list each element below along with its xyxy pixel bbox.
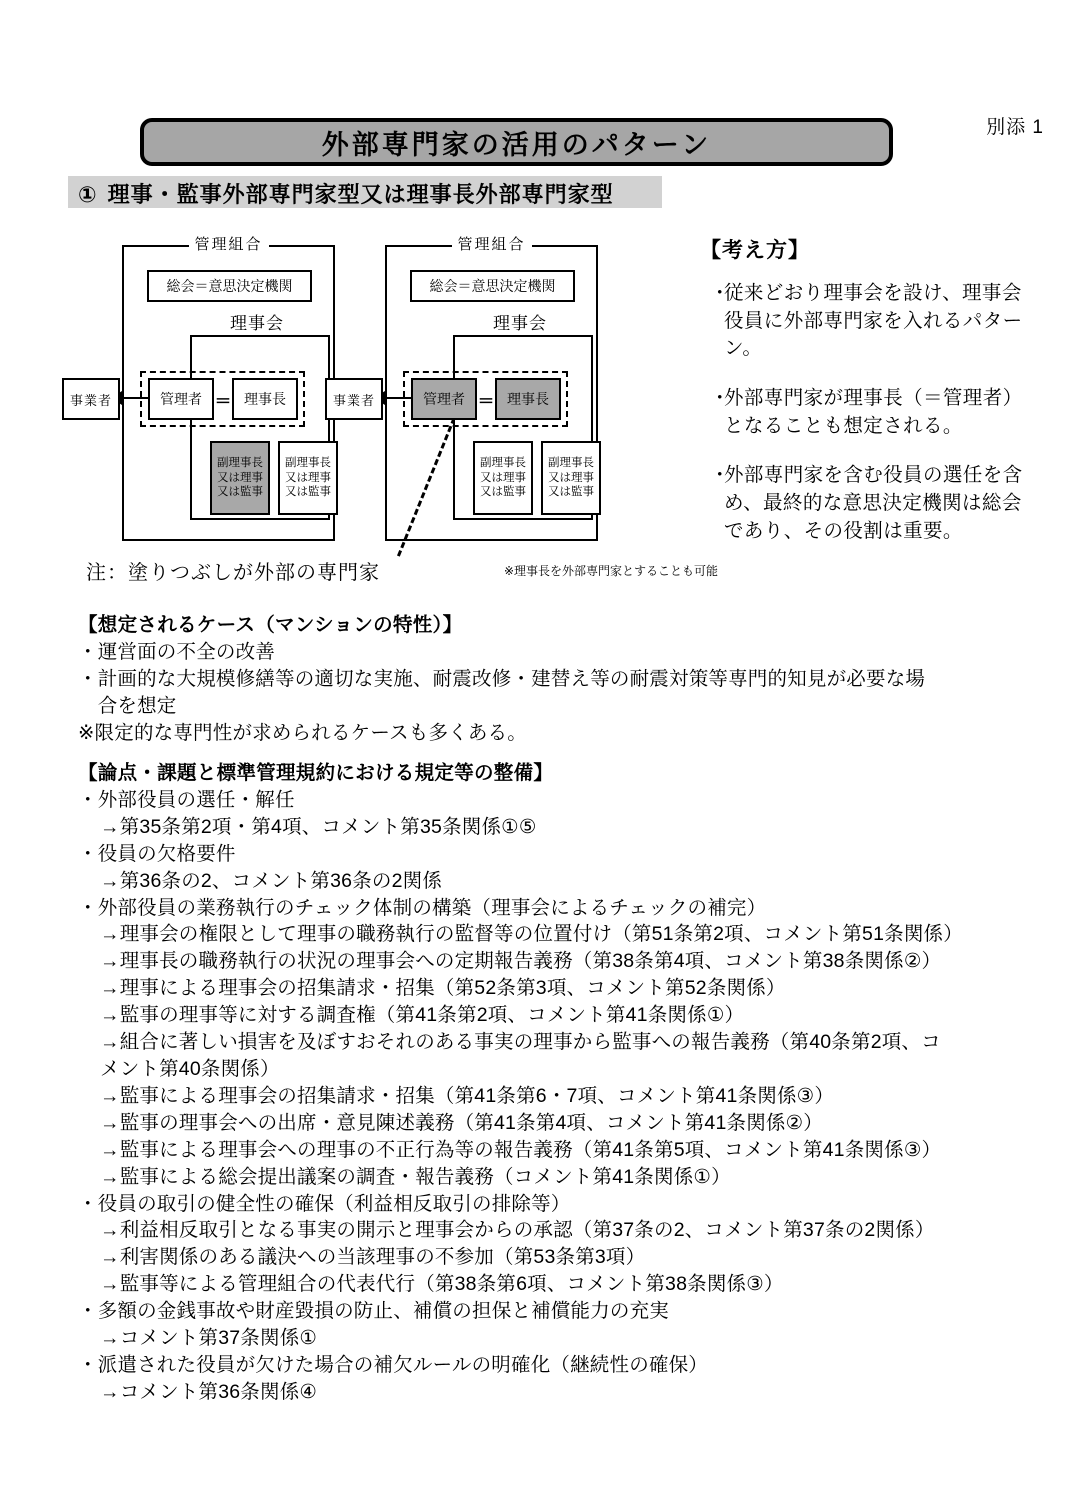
chair-box-expert: 理事長 bbox=[495, 378, 561, 420]
vice-line-1: 副理事長 bbox=[217, 457, 263, 470]
bullet-icon: ・ bbox=[710, 387, 730, 410]
issues-line: メント第40条関係） bbox=[100, 1057, 280, 1080]
section-title: 理事・監事外部専門家型又は理事長外部専門家型 bbox=[107, 182, 614, 207]
issues-line: →監事による理事会の招集請求・招集（第41条第6・7項、コメント第41条関係③） bbox=[100, 1084, 835, 1107]
issues-line: →利益相反取引となる事実の開示と理事会からの承認（第37条の2、コメント第37条の2関係） bbox=[100, 1219, 935, 1242]
issues-line: →監事による理事会への理事の不正行為等の報告義務（第41条第5項、コメント第41条関係③） bbox=[100, 1138, 942, 1161]
issues-heading: 【論点・課題と標準管理規約における規定等の整備】 bbox=[78, 762, 554, 784]
assumed-cases-heading: 【想定されるケース（マンションの特性）】 bbox=[78, 614, 463, 636]
concept-item bbox=[700, 385, 1030, 440]
chair-box: 理事長 bbox=[232, 378, 298, 420]
issues-line: →監事の理事等に対する調査権（第41条第2項、コメント第41条関係①） bbox=[100, 1004, 745, 1027]
issues-line: →理事による理事会の招集請求・招集（第52条第3項、コメント第52条関係） bbox=[100, 977, 786, 1000]
bullet-icon: ・ bbox=[710, 464, 730, 487]
assumed-cases-line: ・運営面の不全の改善 bbox=[78, 640, 276, 663]
management-association-label: 管理組合 bbox=[188, 233, 268, 254]
issues-line: →監事による総会提出議案の調査・報告義務（コメント第41条関係①） bbox=[100, 1165, 731, 1188]
issues-line: ・派遣された役員が欠けた場合の補欠ルールの明確化（継続性の確保） bbox=[78, 1353, 709, 1376]
general-meeting-box: 総会＝意思決定機関 bbox=[147, 270, 312, 302]
vice-line-3: 又は監事 bbox=[217, 486, 263, 499]
assumed-cases-line: ・計画的な大規模修繕等の適切な実施、耐震改修・建替え等の耐震対策等専門的知見が必要な場 bbox=[78, 667, 926, 690]
diagram-pattern-right bbox=[332, 236, 598, 541]
vice-chair-box-expert bbox=[210, 441, 270, 515]
vice-chair-box-internal-2 bbox=[541, 441, 601, 515]
issues-line: →利害関係のある議決への当該理事の不参加（第53条第3項） bbox=[100, 1246, 646, 1269]
general-meeting-box: 総会＝意思決定機関 bbox=[410, 270, 575, 302]
issues-line: →理事会の権限として理事の職務執行の監督等の位置付け（第51条第2項、コメント第51条関係） bbox=[100, 923, 963, 946]
issues-line: ・役員の欠格要件 bbox=[78, 842, 236, 865]
vice-line-1: 副理事長 bbox=[548, 457, 594, 470]
document-title: 外部専門家の活用のパターン bbox=[321, 129, 712, 160]
section-marker: ① bbox=[78, 182, 98, 207]
issues-line-list bbox=[78, 787, 1028, 1406]
vice-line-3: 又は監事 bbox=[548, 486, 594, 499]
issues-line: →第36条の2、コメント第36条の2関係 bbox=[100, 869, 443, 892]
issues-line: →第35条第2項・第4項、コメント第35条関係①⑤ bbox=[100, 815, 537, 838]
vice-line-2: 又は理事 bbox=[217, 471, 263, 484]
business-operator-box: 事業者 bbox=[62, 378, 120, 420]
vice-chair-box-internal bbox=[473, 441, 533, 515]
vice-line-1: 副理事長 bbox=[285, 457, 331, 470]
chair-callout-note: ※理事長を外部専門家とすることも可能 bbox=[504, 564, 719, 578]
issues-line: →コメント第37条関係① bbox=[100, 1327, 318, 1350]
issues-block bbox=[78, 760, 1028, 1406]
vice-line-2: 又は理事 bbox=[548, 471, 594, 484]
vice-line-1: 副理事長 bbox=[480, 457, 526, 470]
vice-chair-box-internal bbox=[278, 441, 338, 515]
vice-line-3: 又は監事 bbox=[285, 486, 331, 499]
assumed-cases-block bbox=[78, 612, 1028, 747]
business-operator-box: 事業者 bbox=[325, 378, 383, 420]
attachment-label: 別添 1 bbox=[986, 117, 1044, 138]
issues-line: →理事長の職務執行の状況の理事会への定期報告義務（第38条第4項、コメント第38条関係②） bbox=[100, 950, 942, 973]
assumed-cases-line: 合を想定 bbox=[78, 694, 177, 717]
equals-sign: ＝ bbox=[477, 378, 495, 420]
issues-line: →コメント第36条関係④ bbox=[100, 1380, 318, 1403]
equals-sign: ＝ bbox=[214, 378, 232, 420]
concept-panel-title: 【考え方】 bbox=[700, 239, 810, 262]
concept-item bbox=[700, 462, 1030, 545]
issues-line: ・役員の取引の健全性の確保（利益相反取引の排除等） bbox=[78, 1192, 571, 1215]
concept-item-text: 外部専門家が理事長（＝管理者）となることも想定される。 bbox=[724, 387, 1023, 437]
issues-line: ・外部役員の選任・解任 bbox=[78, 788, 295, 811]
manager-box-expert: 管理者 bbox=[411, 378, 477, 420]
concept-item-text: 外部専門家を含む役員の選任を含め、最終的な意思決定機関は総会であり、その役割は重要。 bbox=[724, 464, 1023, 542]
board-of-directors-label: 理事会 bbox=[493, 314, 547, 333]
vice-line-2: 又は理事 bbox=[480, 471, 526, 484]
vice-line-3: 又は監事 bbox=[480, 486, 526, 499]
board-of-directors-label: 理事会 bbox=[230, 314, 284, 333]
issues-line: →監事の理事会への出席・意見陳述義務（第41条第4項、コメント第41条関係②） bbox=[100, 1111, 824, 1134]
management-association-label: 管理組合 bbox=[451, 233, 531, 254]
manager-box: 管理者 bbox=[148, 378, 214, 420]
issues-line: →組合に著しい損害を及ぼすおそれのある事実の理事から監事への報告義務（第40条第2項、コ bbox=[100, 1031, 941, 1054]
concept-item bbox=[700, 280, 1030, 363]
bullet-icon: ・ bbox=[710, 282, 730, 304]
issues-line: ・外部役員の業務執行のチェック体制の構築（理事会によるチェックの補完） bbox=[78, 896, 767, 919]
assumed-cases-note: ※限定的な専門性が求められるケースも多くある。 bbox=[78, 721, 527, 744]
concept-item-text: 従来どおり理事会を設け、理事会役員に外部専門家を入れるパターン。 bbox=[724, 282, 1023, 360]
issues-line: ・多額の金銭事故や財産毀損の防止、補償の担保と補償能力の充実 bbox=[78, 1300, 670, 1323]
concept-panel bbox=[700, 234, 1030, 568]
document-title-banner bbox=[140, 118, 893, 166]
vice-line-2: 又は理事 bbox=[285, 471, 331, 484]
section-heading bbox=[78, 178, 614, 209]
diagram-legend-note: 注：塗りつぶしが外部の専門家 bbox=[86, 562, 380, 584]
issues-line: →監事等による管理組合の代表代行（第38条第6項、コメント第38条関係③） bbox=[100, 1273, 784, 1296]
diagram-pattern-left bbox=[69, 236, 335, 541]
